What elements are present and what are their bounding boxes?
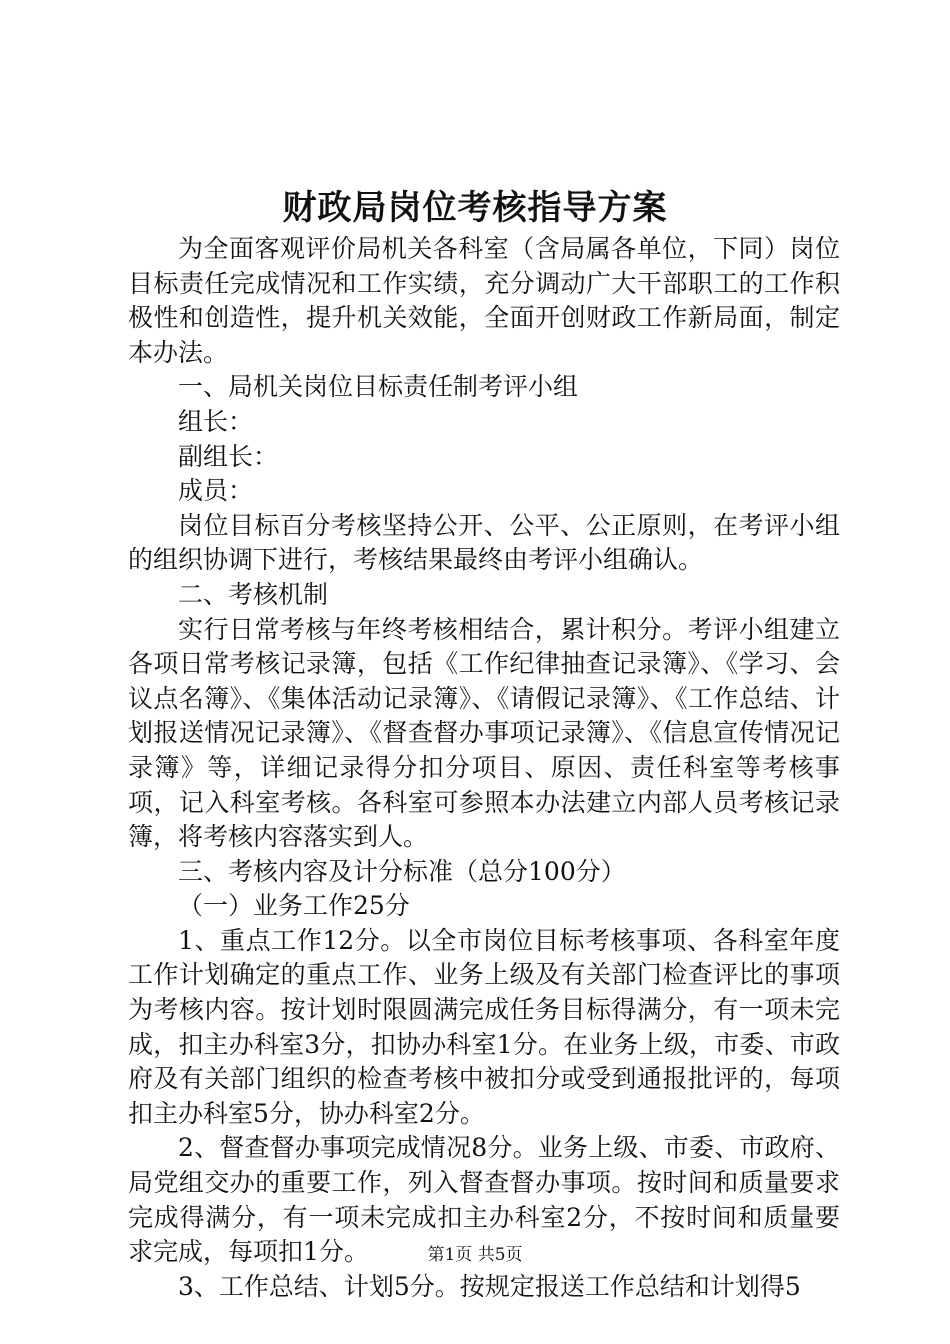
page-footer: 第1页 共5页 bbox=[427, 1245, 523, 1265]
document-title: 财政局岗位考核指导方案 bbox=[282, 188, 668, 228]
paragraph-principle: 岗位目标百分考核坚持公开、公平、公正原则，在考评小组的组织协调下进行，考核结果最终由考评小组确认。 bbox=[128, 510, 840, 575]
paragraph-supervision: 2、督查督办事项完成情况8分。业务上级、市委、市政府、局党组交办的重要工作，列入督查督办事项。按时间和质量要求完成得满分，有一项未完成扣主办科室2分，不按时间和质量要求完成，每项扣1分。 bbox=[128, 1133, 840, 1267]
paragraph-key-work: 1、重点工作12分。以全市岗位目标考核事项、各科室年度工作计划确定的重点工作、业务上级及有关部门检查评比的事项为考核内容。按计划时限圆满完成任务目标得满分，有一项未完成，扣主办科室3分，扣协办科室1分。在业务上级，市委、市政府及有关部门组织的检查考核中被扣分或受到通报批评的，每项扣主办科室5分，协办科室2分。 bbox=[128, 925, 840, 1128]
subsection-heading-1: （一）业务工作25分 bbox=[178, 891, 410, 921]
paragraph-mechanism: 实行日常考核与年终考核相结合，累计积分。考评小组建立各项日常考核记录簿，包括《工作纪律抽查记录簿》、《学习、会议点名簿》、《集体活动记录簿》、《请假记录簿》、《工作总结、计划报送情况记录簿》、《督查督办事项记录簿》、《信息宣传情况记录簿》等，详细记录得分扣分项目、原因、责任科室等考核事项，记入科室考核。各科室可参照本办法建立内部人员考核记录簿，将考核内容落实到人。 bbox=[128, 614, 840, 852]
members-label: 成员： bbox=[178, 476, 254, 506]
section-heading-1: 一、局机关岗位目标责任制考评小组 bbox=[178, 372, 579, 402]
group-leader-label: 组长： bbox=[178, 406, 254, 436]
section-heading-2: 二、考核机制 bbox=[178, 579, 329, 609]
document-body bbox=[128, 232, 840, 1304]
paragraph-intro: 为全面客观评价局机关各科室（含局属各单位，下同）岗位目标责任完成情况和工作实绩，充分调动广大干部职工的工作积极性和创造性，提升机关效能，全面开创财政工作新局面，制定本办法。 bbox=[128, 234, 840, 367]
section-heading-3: 三、考核内容及计分标准（总分100分） bbox=[178, 856, 626, 886]
deputy-leader-label: 副组长： bbox=[178, 441, 279, 471]
paragraph-summary-plan: 3、工作总结、计划5分。按规定报送工作总结和计划得5 bbox=[178, 1271, 801, 1301]
